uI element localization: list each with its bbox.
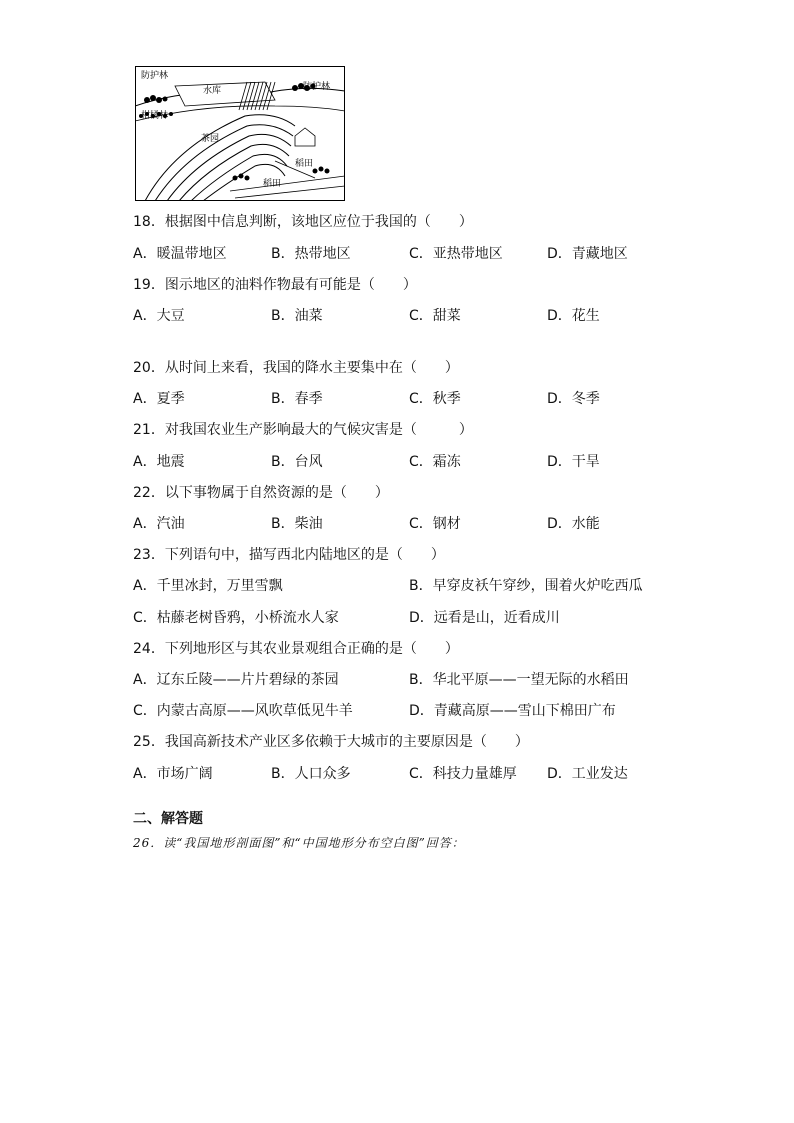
option-c[interactable]: C．秋季 xyxy=(409,391,461,407)
question-23-stem: 23．下列语句中，描写西北内陆地区的是（ ） xyxy=(133,547,445,563)
question-19-stem: 19．图示地区的油料作物最有可能是（ ） xyxy=(133,277,417,293)
option-a[interactable]: A．大豆 xyxy=(133,308,185,324)
option-b[interactable]: B．热带地区 xyxy=(271,246,351,262)
option-b[interactable]: B．油菜 xyxy=(271,308,323,324)
question-21-stem: 21．对我国农业生产影响最大的气候灾害是（ ） xyxy=(133,422,473,438)
option-b[interactable]: B．华北平原——一望无际的水稻田 xyxy=(409,672,629,688)
question-22-stem: 22．以下事物属于自然资源的是（ ） xyxy=(133,485,389,501)
label-paddy-field-1: 稻田 xyxy=(295,159,314,169)
option-d[interactable]: D．青藏地区 xyxy=(547,246,628,262)
option-c[interactable]: C．内蒙古高原——风吹草低见牛羊 xyxy=(133,703,353,719)
option-d[interactable]: D．工业发达 xyxy=(547,766,628,782)
option-d[interactable]: D．青藏高原——雪山下棉田广布 xyxy=(409,703,616,719)
section-title: 二、解答题 xyxy=(133,811,203,827)
label-citrus-forest: 柑橘林 xyxy=(141,111,169,121)
option-a[interactable]: A．地震 xyxy=(133,454,185,470)
option-d[interactable]: D．水能 xyxy=(547,516,600,532)
option-c[interactable]: C．甜菜 xyxy=(409,308,461,324)
option-c[interactable]: C．枯藤老树昏鸦，小桥流水人家 xyxy=(133,610,339,626)
option-c[interactable]: C．科技力量雄厚 xyxy=(409,766,517,782)
label-shelterbelt-left: 防护林 xyxy=(141,71,169,81)
question-20-stem: 20．从时间上来看，我国的降水主要集中在（ ） xyxy=(133,360,459,376)
option-a[interactable]: A．汽油 xyxy=(133,516,185,532)
option-b[interactable]: B．人口众多 xyxy=(271,766,351,782)
option-d[interactable]: D．干旱 xyxy=(547,454,600,470)
option-a[interactable]: A．千里冰封，万里雪飘 xyxy=(133,578,283,594)
label-shelterbelt-right: 防护林 xyxy=(303,82,331,92)
label-tea-garden: 茶园 xyxy=(201,134,220,144)
option-d[interactable]: D．远看是山，近看成川 xyxy=(409,610,560,626)
question-18-stem: 18．根据图中信息判断，该地区应位于我国的（ ） xyxy=(133,214,473,230)
option-a[interactable]: A．市场广阔 xyxy=(133,766,213,782)
label-paddy-field-2: 稻田 xyxy=(263,179,282,189)
option-b[interactable]: B．早穿皮袄午穿纱，围着火炉吃西瓜 xyxy=(409,578,643,594)
option-b[interactable]: B．春季 xyxy=(271,391,323,407)
option-c[interactable]: C．亚热带地区 xyxy=(409,246,503,262)
option-d[interactable]: D．冬季 xyxy=(547,391,600,407)
terrace-landscape-illustration xyxy=(135,66,345,201)
option-a[interactable]: A．夏季 xyxy=(133,391,185,407)
question-25-stem: 25．我国高新技术产业区多依赖于大城市的主要原因是（ ） xyxy=(133,734,529,750)
label-reservoir: 水库 xyxy=(203,86,222,96)
option-a[interactable]: A．暖温带地区 xyxy=(133,246,227,262)
option-b[interactable]: B．台风 xyxy=(271,454,323,470)
question-24-stem: 24．下列地形区与其农业景观组合正确的是（ ） xyxy=(133,641,459,657)
option-b[interactable]: B．柴油 xyxy=(271,516,323,532)
option-c[interactable]: C．钢材 xyxy=(409,516,461,532)
option-c[interactable]: C．霜冻 xyxy=(409,454,461,470)
option-a[interactable]: A．辽东丘陵——片片碧绿的茶园 xyxy=(133,672,339,688)
option-d[interactable]: D．花生 xyxy=(547,308,600,324)
landscape-figure xyxy=(135,66,345,201)
question-26-stem: 26．读“我国地形剖面图”和“中国地形分布空白图”回答： xyxy=(133,836,465,850)
